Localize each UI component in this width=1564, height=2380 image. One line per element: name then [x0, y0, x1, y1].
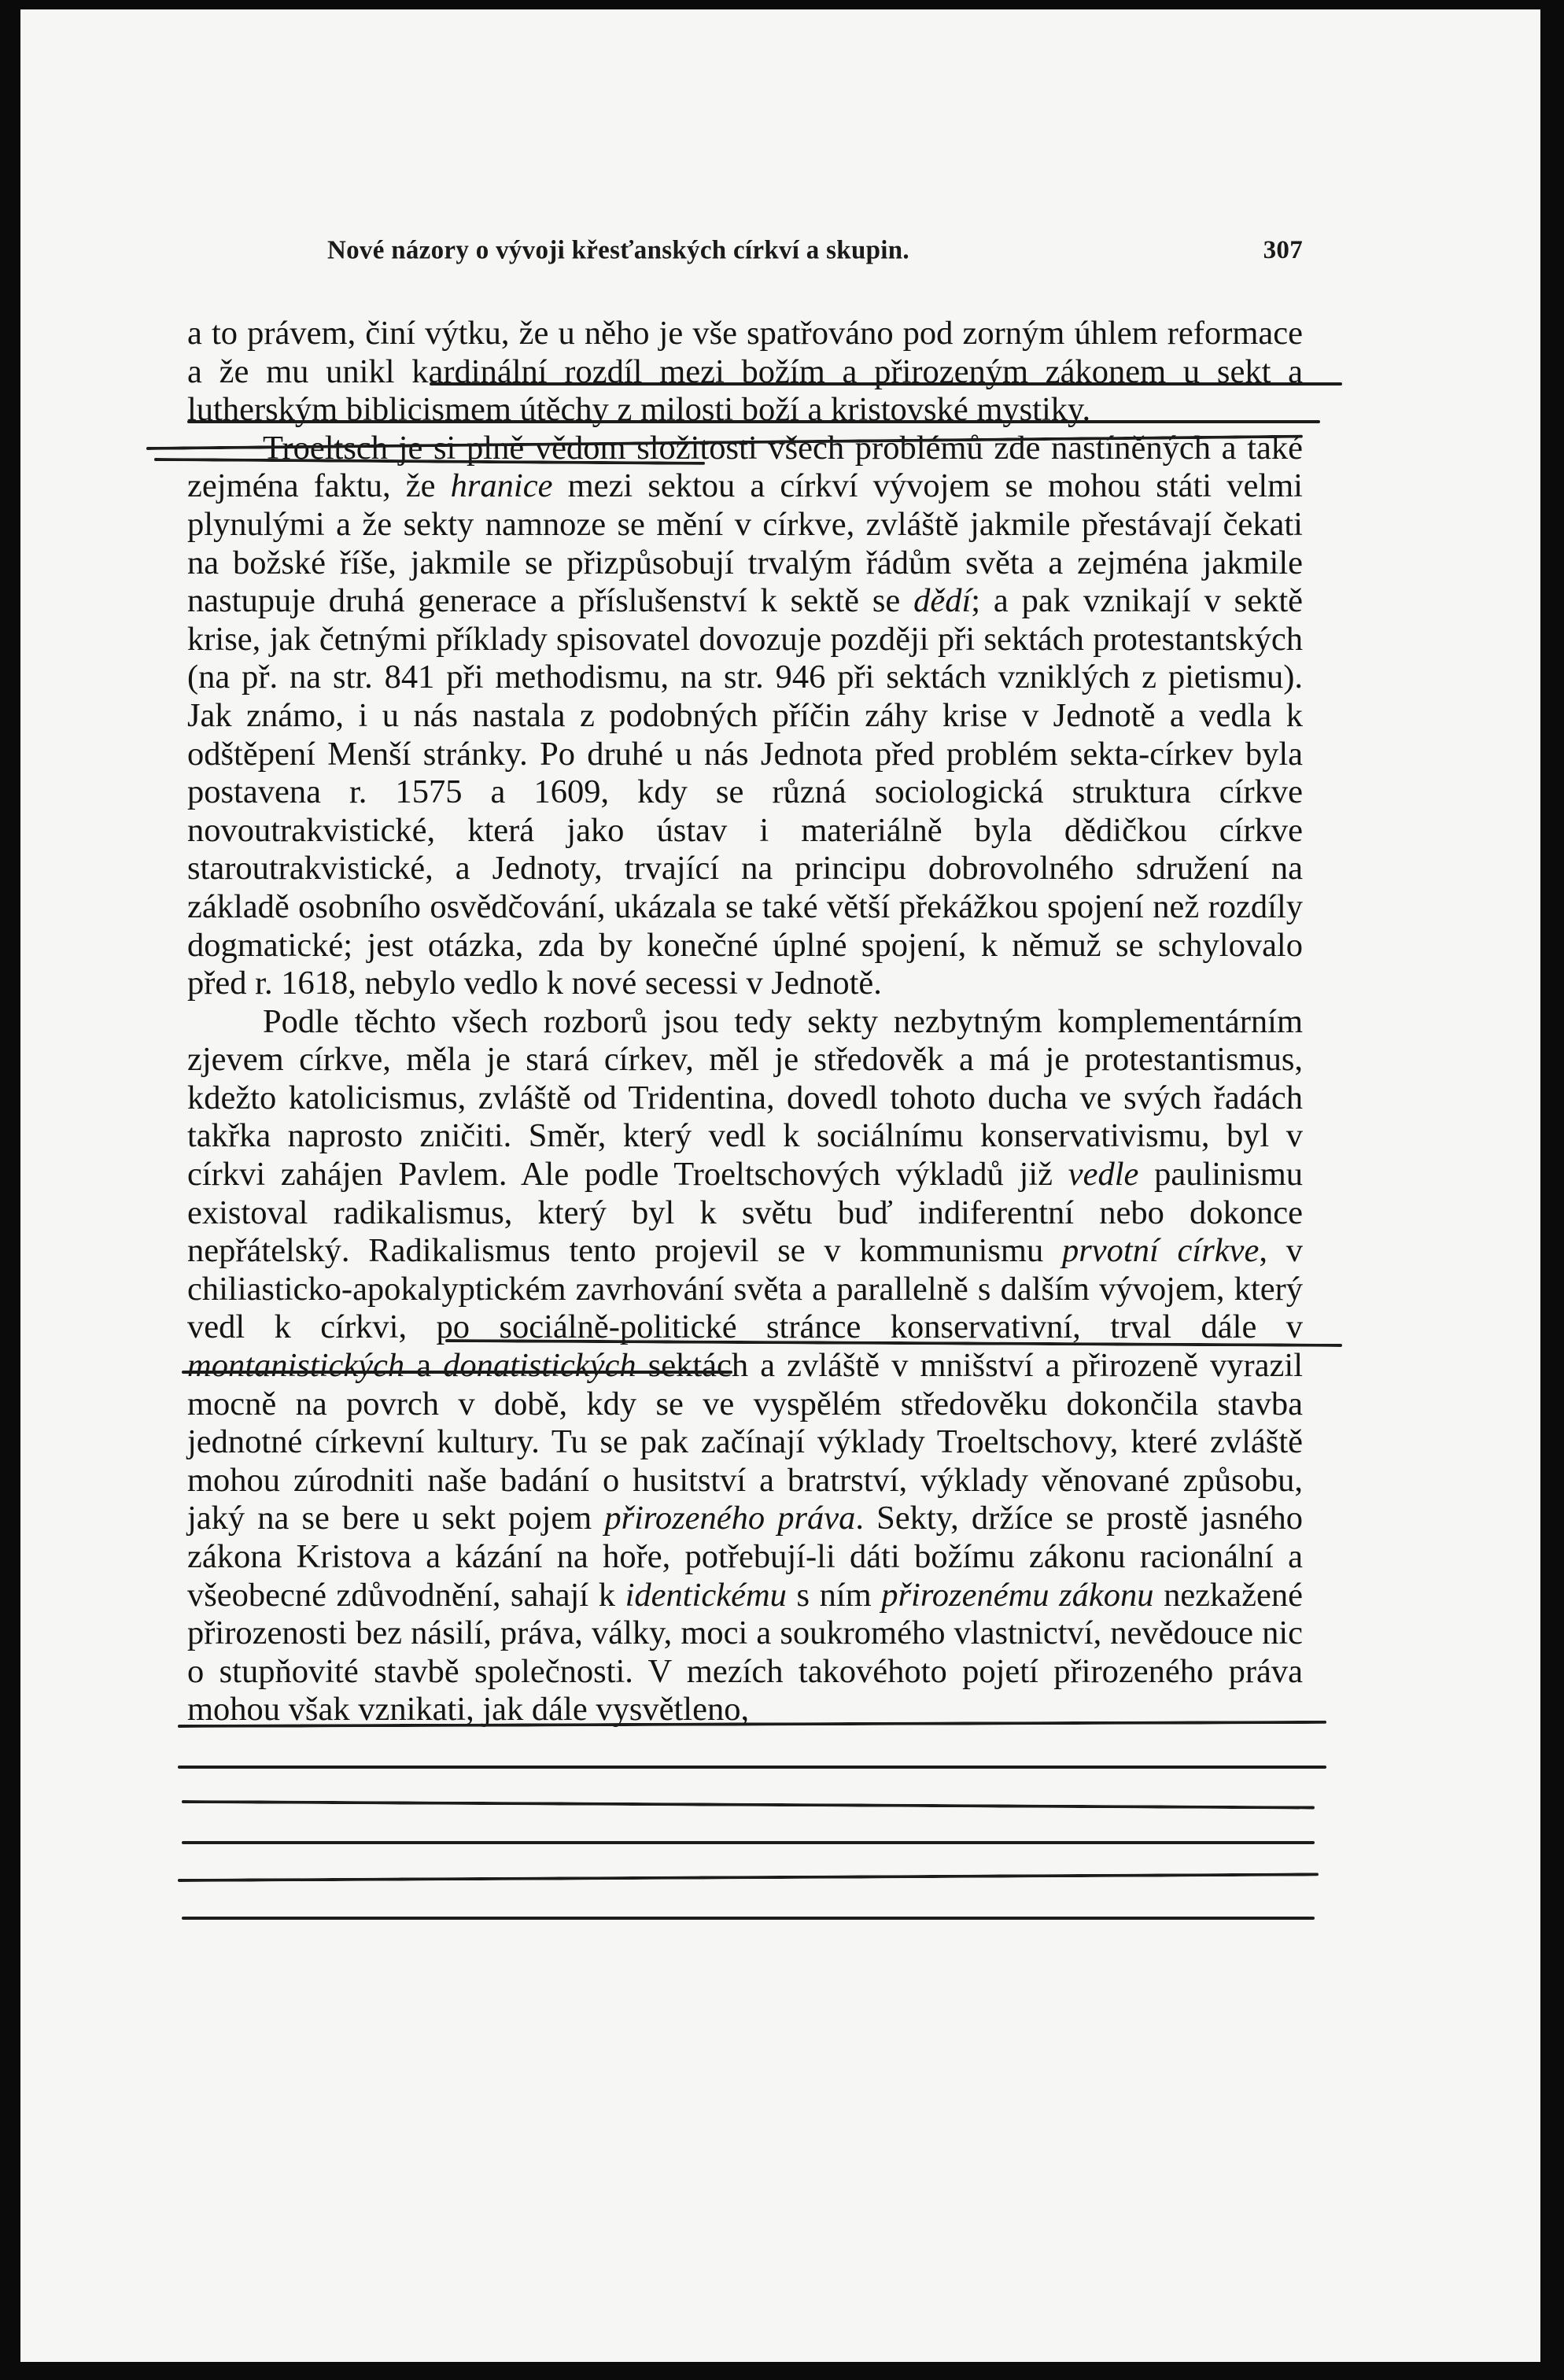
pen-underline-mark: [178, 1873, 1319, 1882]
paragraph-3-emphasis-6: identickému: [625, 1576, 787, 1614]
paragraph-2-text-b: mezi sektou a církví vývojem se mohou státi velmi plynulými a že sekty namnoze se mění v církve, zvláště jakmile přestávají čekati na božské říše, jakmile se přizpůsobují trvalým řádům světa a zejména jakmile nastupuje druhá generace a příslušenství k sektě se: [187, 467, 1303, 620]
body-text: [187, 315, 1303, 1729]
paragraph-3-text-f: . Sekty, držíce se prostě jasného zákona Kristova a kázání na hoře, potřebují-li dáti božímu zákonu racionální a všeobecné zdůvodnění, sahají k: [187, 1500, 1303, 1614]
paragraph-1-text: a to právem, činí výtku, že u něho je vše spatřováno pod zorným úhlem reformace a že mu unikl kardinální rozdíl mezi božím a přirozeným zákonem u sekt a lutherským biblicismem útěchy z milosti boží a kristovské mystiky.: [187, 315, 1303, 429]
paragraph-3-emphasis-1: vedle: [1068, 1156, 1139, 1194]
page-number: 307: [1263, 236, 1303, 264]
paragraph-3-text-d: a: [404, 1347, 444, 1385]
paragraph-2-text-a: Troeltsch je si plně vědom složitosti všech problémů zde nastíněných a také zejména faktu, že: [187, 429, 1303, 505]
paragraph-2: [187, 430, 1303, 1003]
paragraph-3: [187, 1003, 1303, 1729]
pen-underline-mark: [178, 1766, 1326, 1769]
pen-underline-mark: [182, 1841, 1315, 1844]
paragraph-3-emphasis-3: montanistických: [187, 1347, 405, 1385]
paragraph-2-emphasis-1: hranice: [450, 467, 553, 505]
paragraph-3-text-e: sektách a zvláště v mnišství a přirozeně vyrazil mocně na povrch v době, kdy se ve vyspělém středověku dokončila stavba jednotné církevní kultury. Tu se pak začínají výklady Troeltschovy, které zvláště mohou zúrodniti naše badání o husitství a bratrství, výklady věnované způsobu, jaký na se bere u sekt pojem: [187, 1347, 1303, 1537]
pen-underline-mark: [182, 1371, 732, 1374]
paragraph-3-text-c: , v chiliasticko-apokalyptickém zavrhování světa a parallelně s dalším vývojem, který vedl k církvi, po sociálně-politické stránce konservativní, trval dále v: [187, 1232, 1303, 1346]
paragraph-3-text-g: s ním: [786, 1576, 882, 1614]
paragraph-3-text-h: nezkažené přirozenosti bez násilí, práva, války, moci a soukromého vlastnictví, nevědouce nic o stupňovité stavbě společnosti. V mezích takovéhoto pojetí přirozeného práva mohou však vznikati, jak dále vysvětleno,: [187, 1576, 1303, 1729]
paragraph-3-emphasis-2: prvotní církve: [1061, 1232, 1260, 1270]
scanned-page: [20, 9, 1540, 2362]
paragraph-2-text-c: ; a pak vznikají v sektě krise, jak četnými příklady spisovatel dovozuje později při sektách protestantských (na př. na str. 841 při methodismu, na str. 946 při sektách vzniklých z pietismu). Jak známo, i u nás nastala z podobných příčin záhy krise v Jednotě a vedla k odštěpení Menší stránky. Po druhé u nás Jednota před problém sekta-církev byla postavena r. 1575 a 1609, kdy se různá sociologická struktura církve novoutrakvistické, která jako ústav i materiálně byla dědičkou církve staroutrakvistické, a Jednoty, trvající na principu dobrovolného sdružení na základě osobního osvědčování, ukázala se také větší překážkou spojení než rozdíly dogmatické; jest otázka, zda by konečné úplné spojení, k němuž se schylovalo před r. 1618, nebylo vedlo k nové secessi v Jednotě.: [187, 582, 1304, 1002]
paragraph-1: [187, 315, 1303, 430]
paragraph-3-text-b: paulinismu existoval radikalismus, který byl k světu buď indiferentní nebo dokonce nepřátelský. Radikalismus tento projevil se v kommunismu: [187, 1156, 1303, 1270]
paragraph-3-text-a: Podle těchto všech rozborů jsou tedy sekty nezbytným komplementárním zjevem církve, měla je stará církev, měl je středověk a má je protestantismus, kdežto katolicismus, zvláště od Tridentina, dovedl tohoto ducha ve svých řadách takřka naprosto zničiti. Směr, který vedl k sociálnímu konservativismu, byl v církvi zahájen Pavlem. Ale podle Troeltschových výkladů již: [187, 1002, 1303, 1194]
pen-underline-mark: [182, 1917, 1315, 1920]
pen-underline-mark: [187, 420, 1320, 423]
paragraph-3-emphasis-4: donatistických: [443, 1347, 636, 1385]
paragraph-3-emphasis-5: přirozeného práva: [604, 1500, 856, 1537]
paragraph-3-emphasis-7: přirozenému zákonu: [881, 1576, 1154, 1614]
running-header-title: Nové názory o vývoji křesťanských církví a skupin.: [327, 235, 909, 265]
pen-underline-mark: [430, 382, 1342, 386]
paragraph-2-emphasis-2: dědí: [913, 582, 972, 620]
pen-underline-mark: [182, 1800, 1315, 1810]
running-header: [327, 236, 1303, 265]
